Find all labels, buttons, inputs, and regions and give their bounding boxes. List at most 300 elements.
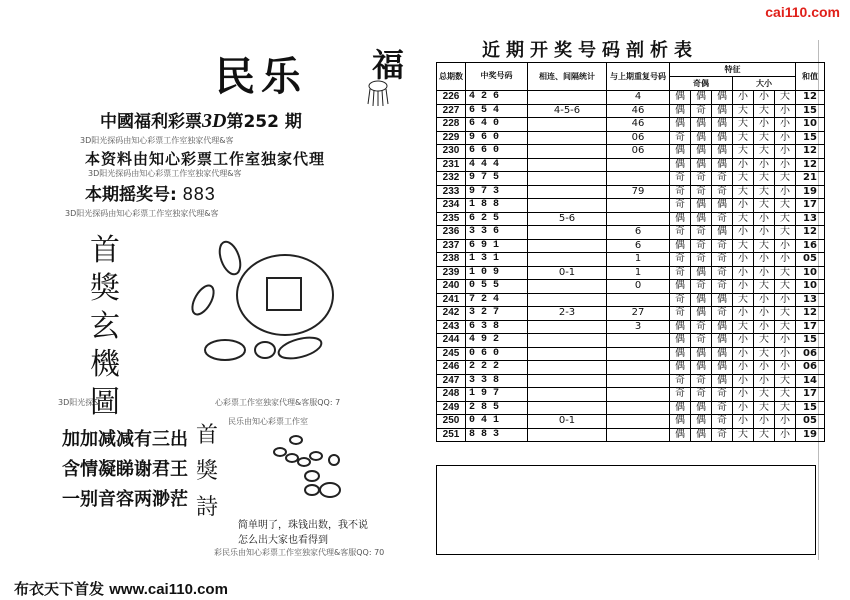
poem-line: 一别音容两渺茫	[62, 489, 188, 510]
sum-cell: 10	[796, 118, 825, 132]
sum-cell: 12	[796, 158, 825, 172]
win-number-cell: 8 8 3	[466, 428, 528, 442]
win-number-cell: 3 3 8	[466, 374, 528, 388]
table-row	[437, 401, 825, 415]
size-cell: 小	[775, 415, 796, 429]
game-name: 3D	[202, 110, 227, 132]
issue-cell: 247	[437, 374, 466, 388]
win-number-cell: 6 9 1	[466, 239, 528, 253]
size-cell: 大	[754, 334, 775, 348]
size-cell: 大	[754, 199, 775, 213]
consec-cell	[528, 158, 607, 172]
size-cell: 大	[733, 239, 754, 253]
consec-cell	[528, 374, 607, 388]
sum-cell: 21	[796, 172, 825, 186]
vertical-title-char: 機	[90, 347, 120, 382]
sum-cell: 19	[796, 185, 825, 199]
odd-even-cell: 偶	[670, 91, 691, 105]
odd-even-cell: 奇	[712, 388, 733, 402]
size-cell: 大	[733, 320, 754, 334]
odd-even-cell: 奇	[691, 334, 712, 348]
win-number-cell: 3 2 7	[466, 307, 528, 321]
odd-even-cell: 奇	[670, 293, 691, 307]
size-cell: 大	[754, 280, 775, 294]
size-cell: 大	[775, 226, 796, 240]
win-number-cell: 1 9 7	[466, 388, 528, 402]
size-cell: 小	[754, 226, 775, 240]
issue-cell: 229	[437, 131, 466, 145]
size-cell: 大	[775, 320, 796, 334]
repeat-cell	[607, 388, 670, 402]
size-cell: 小	[733, 347, 754, 361]
odd-even-cell: 偶	[670, 428, 691, 442]
faint-credit-line-3: 3D阳光探码由知心彩票工作室独家代理&客	[65, 209, 219, 218]
odd-even-cell: 偶	[670, 212, 691, 226]
size-cell: 大	[775, 172, 796, 186]
size-cell: 大	[775, 374, 796, 388]
odd-even-cell: 奇	[691, 388, 712, 402]
poem-line: 含情凝睇谢君王	[62, 459, 188, 480]
sum-cell: 12	[796, 226, 825, 240]
table-row	[437, 199, 825, 213]
sum-cell: 06	[796, 361, 825, 375]
consec-cell	[528, 239, 607, 253]
issue-cell: 231	[437, 158, 466, 172]
odd-even-cell: 奇	[670, 172, 691, 186]
size-cell: 大	[775, 280, 796, 294]
repeat-cell	[607, 199, 670, 213]
size-cell: 小	[775, 253, 796, 267]
repeat-cell	[607, 415, 670, 429]
size-cell: 小	[733, 361, 754, 375]
size-cell: 大	[733, 145, 754, 159]
issue-cell: 236	[437, 226, 466, 240]
odd-even-cell: 奇	[670, 185, 691, 199]
size-cell: 小	[775, 428, 796, 442]
consec-cell	[528, 388, 607, 402]
issue-cell: 233	[437, 185, 466, 199]
win-number-cell: 6 2 5	[466, 212, 528, 226]
odd-even-cell: 偶	[670, 361, 691, 375]
odd-even-cell: 偶	[691, 401, 712, 415]
odd-even-cell: 偶	[712, 334, 733, 348]
sum-cell: 15	[796, 334, 825, 348]
win-number-cell: 4 2 6	[466, 91, 528, 105]
repeat-cell	[607, 172, 670, 186]
win-number-cell: 0 6 0	[466, 347, 528, 361]
win-number-cell: 1 3 1	[466, 253, 528, 267]
odd-even-cell: 奇	[691, 280, 712, 294]
odd-even-cell: 偶	[670, 401, 691, 415]
poem-line: 加加减减有三出	[62, 429, 188, 450]
win-number-cell: 0 4 1	[466, 415, 528, 429]
issue-cell: 230	[437, 145, 466, 159]
odd-even-cell: 偶	[691, 293, 712, 307]
size-cell: 小	[733, 334, 754, 348]
size-cell: 小	[775, 361, 796, 375]
note-line: 简单明了，珠钱出数，我不说	[238, 520, 368, 531]
repeat-cell	[607, 334, 670, 348]
issue-cell: 243	[437, 320, 466, 334]
draw-number-label: 本期摇奖号:	[85, 185, 177, 205]
sum-cell: 14	[796, 374, 825, 388]
issue-cell: 226	[437, 91, 466, 105]
size-cell: 小	[754, 320, 775, 334]
odd-even-cell: 偶	[691, 266, 712, 280]
odd-even-cell: 偶	[670, 347, 691, 361]
table-row	[437, 239, 825, 253]
issue-number: 第252 期	[226, 112, 302, 132]
size-cell: 小	[775, 239, 796, 253]
table-row	[437, 415, 825, 429]
odd-even-cell: 偶	[712, 145, 733, 159]
poem	[62, 425, 188, 515]
faint-credit-line-4: 3D阳光探&	[58, 398, 100, 407]
table-row	[437, 428, 825, 442]
vertical-title-char: 玄	[90, 309, 120, 344]
odd-even-cell: 奇	[712, 415, 733, 429]
issue-cell: 245	[437, 347, 466, 361]
issue-prefix: 中國福利彩票	[100, 112, 202, 132]
size-cell: 小	[754, 361, 775, 375]
size-cell: 小	[733, 307, 754, 321]
odd-even-cell: 奇	[670, 253, 691, 267]
odd-even-cell: 偶	[691, 158, 712, 172]
size-cell: 小	[754, 266, 775, 280]
odd-even-cell: 奇	[712, 280, 733, 294]
size-cell: 大	[733, 172, 754, 186]
odd-even-cell: 偶	[670, 239, 691, 253]
size-cell: 大	[754, 388, 775, 402]
repeat-cell: 6	[607, 226, 670, 240]
sum-cell: 16	[796, 239, 825, 253]
issue-cell: 249	[437, 401, 466, 415]
lottery-stats-table	[436, 62, 825, 442]
win-number-cell: 1 0 9	[466, 266, 528, 280]
col-header-consec: 相连、间隔统计	[528, 63, 607, 91]
odd-even-cell: 偶	[712, 361, 733, 375]
odd-even-cell: 奇	[691, 253, 712, 267]
table-row	[437, 172, 825, 186]
size-cell: 大	[754, 185, 775, 199]
vertical-poem-title-char: 獎	[195, 459, 218, 484]
odd-even-cell: 偶	[670, 118, 691, 132]
size-cell: 大	[733, 293, 754, 307]
odd-even-cell: 偶	[691, 145, 712, 159]
size-cell: 大	[754, 104, 775, 118]
consec-cell	[528, 401, 607, 415]
table-row	[437, 185, 825, 199]
odd-even-cell: 奇	[712, 428, 733, 442]
size-cell: 小	[733, 415, 754, 429]
odd-even-cell: 偶	[691, 118, 712, 132]
repeat-cell	[607, 293, 670, 307]
repeat-cell	[607, 374, 670, 388]
vertical-poem-title-char: 首	[195, 423, 218, 448]
sum-cell: 13	[796, 212, 825, 226]
fu-character: 福	[372, 46, 405, 84]
table-header-row	[437, 63, 825, 77]
col-header-oddeven: 奇偶	[670, 77, 733, 91]
col-header-size: 大小	[733, 77, 796, 91]
win-number-cell: 1 8 8	[466, 199, 528, 213]
odd-even-cell: 奇	[670, 199, 691, 213]
size-cell: 小	[733, 199, 754, 213]
win-number-cell: 6 3 8	[466, 320, 528, 334]
odd-even-cell: 奇	[712, 307, 733, 321]
win-number-cell: 4 4 4	[466, 158, 528, 172]
sum-cell: 10	[796, 280, 825, 294]
size-cell: 大	[733, 212, 754, 226]
table-row	[437, 334, 825, 348]
consec-cell	[528, 118, 607, 132]
win-number-cell: 9 7 3	[466, 185, 528, 199]
table-row	[437, 347, 825, 361]
note-line: 怎么出大家也看得到	[238, 535, 328, 546]
site-watermark-top: cai110.com	[765, 4, 840, 20]
size-cell: 大	[754, 145, 775, 159]
issue-cell: 232	[437, 172, 466, 186]
size-cell: 小	[775, 118, 796, 132]
size-cell: 小	[733, 158, 754, 172]
sum-cell: 12	[796, 145, 825, 159]
issue-title	[100, 107, 302, 133]
size-cell: 小	[754, 374, 775, 388]
draw-number	[85, 180, 216, 205]
size-cell: 小	[754, 415, 775, 429]
consec-cell	[528, 145, 607, 159]
size-cell: 大	[775, 401, 796, 415]
faint-credit-line-2: 3D阳光探码由知心彩票工作室独家代理&客	[88, 169, 242, 178]
vertical-title-char: 首	[90, 233, 120, 268]
odd-even-cell: 偶	[712, 158, 733, 172]
size-cell: 小	[733, 253, 754, 267]
odd-even-cell: 偶	[712, 320, 733, 334]
odd-even-cell: 奇	[691, 374, 712, 388]
draw-number-value: 883	[182, 184, 216, 204]
odd-even-cell: 偶	[670, 104, 691, 118]
issue-cell: 238	[437, 253, 466, 267]
table-row	[437, 388, 825, 402]
issue-cell: 235	[437, 212, 466, 226]
size-cell: 大	[775, 388, 796, 402]
repeat-cell	[607, 428, 670, 442]
table-row	[437, 145, 825, 159]
table-row	[437, 131, 825, 145]
table-row	[437, 293, 825, 307]
col-header-win: 中奖号码	[466, 63, 528, 91]
size-cell: 小	[754, 293, 775, 307]
table-row	[437, 320, 825, 334]
win-number-cell: 3 3 6	[466, 226, 528, 240]
win-number-cell: 2 8 5	[466, 401, 528, 415]
odd-even-cell: 奇	[670, 226, 691, 240]
size-cell: 小	[733, 374, 754, 388]
odd-even-cell: 偶	[691, 361, 712, 375]
consec-cell: 4-5-6	[528, 104, 607, 118]
size-cell: 大	[754, 239, 775, 253]
consec-cell	[528, 172, 607, 186]
odd-even-cell: 奇	[712, 172, 733, 186]
consec-cell	[528, 347, 607, 361]
consec-cell	[528, 199, 607, 213]
agency-line: 本资料由知心彩票工作室独家代理	[85, 150, 326, 168]
odd-even-cell: 偶	[712, 347, 733, 361]
odd-even-cell: 奇	[670, 388, 691, 402]
consec-cell	[528, 131, 607, 145]
size-cell: 大	[754, 347, 775, 361]
win-number-cell: 0 5 5	[466, 280, 528, 294]
issue-cell: 250	[437, 415, 466, 429]
consec-cell	[528, 334, 607, 348]
issue-cell: 244	[437, 334, 466, 348]
size-cell: 大	[754, 131, 775, 145]
odd-even-cell: 奇	[691, 226, 712, 240]
empty-notes-box	[436, 465, 816, 555]
odd-even-cell: 偶	[691, 91, 712, 105]
size-cell: 大	[754, 401, 775, 415]
bottom-credit-url: www.cai110.com	[109, 581, 228, 598]
bottom-credit	[14, 578, 228, 599]
consec-cell	[528, 428, 607, 442]
odd-even-cell: 偶	[691, 131, 712, 145]
table-row	[437, 374, 825, 388]
faint-credit-line-6: 民乐由知心彩票工作室	[228, 417, 308, 426]
faint-credit-line-5: 心彩票工作室独家代理&客服QQ: 7	[215, 398, 341, 407]
issue-cell: 241	[437, 293, 466, 307]
repeat-cell: 1	[607, 253, 670, 267]
consec-cell: 0-1	[528, 415, 607, 429]
size-cell: 小	[775, 131, 796, 145]
sum-cell: 15	[796, 401, 825, 415]
size-cell: 小	[733, 280, 754, 294]
size-cell: 小	[754, 253, 775, 267]
size-cell: 小	[775, 334, 796, 348]
table-row	[437, 118, 825, 132]
odd-even-cell: 奇	[712, 185, 733, 199]
odd-even-cell: 偶	[712, 131, 733, 145]
size-cell: 大	[754, 172, 775, 186]
consec-cell	[528, 280, 607, 294]
sum-cell: 05	[796, 415, 825, 429]
size-cell: 小	[775, 158, 796, 172]
sum-cell: 12	[796, 307, 825, 321]
col-header-issue: 总期数	[437, 63, 466, 91]
win-number-cell: 9 7 5	[466, 172, 528, 186]
issue-cell: 246	[437, 361, 466, 375]
odd-even-cell: 偶	[712, 374, 733, 388]
table-body	[437, 91, 825, 442]
odd-even-cell: 偶	[670, 280, 691, 294]
odd-even-cell: 偶	[691, 199, 712, 213]
repeat-cell: 1	[607, 266, 670, 280]
repeat-cell: 46	[607, 104, 670, 118]
size-cell: 小	[775, 145, 796, 159]
odd-even-cell: 偶	[712, 293, 733, 307]
size-cell: 小	[733, 266, 754, 280]
issue-cell: 237	[437, 239, 466, 253]
issue-cell: 227	[437, 104, 466, 118]
sum-cell: 15	[796, 104, 825, 118]
consec-cell	[528, 253, 607, 267]
odd-even-cell: 奇	[712, 401, 733, 415]
odd-even-cell: 奇	[712, 239, 733, 253]
table-title: 近期开奖号码剖析表	[482, 40, 698, 61]
table-row	[437, 158, 825, 172]
consec-cell	[528, 293, 607, 307]
odd-even-cell: 奇	[691, 239, 712, 253]
size-cell: 小	[775, 185, 796, 199]
repeat-cell: 27	[607, 307, 670, 321]
size-cell: 小	[754, 158, 775, 172]
odd-even-cell: 偶	[712, 104, 733, 118]
repeat-cell: 4	[607, 91, 670, 105]
consec-cell: 5-6	[528, 212, 607, 226]
repeat-cell	[607, 347, 670, 361]
size-cell: 小	[754, 118, 775, 132]
repeat-cell: 79	[607, 185, 670, 199]
odd-even-cell: 偶	[691, 347, 712, 361]
repeat-cell	[607, 361, 670, 375]
issue-cell: 234	[437, 199, 466, 213]
odd-even-cell: 奇	[670, 266, 691, 280]
sum-cell: 17	[796, 199, 825, 213]
size-cell: 小	[733, 401, 754, 415]
odd-even-cell: 奇	[712, 212, 733, 226]
issue-cell: 242	[437, 307, 466, 321]
issue-cell: 251	[437, 428, 466, 442]
sum-cell: 19	[796, 428, 825, 442]
odd-even-cell: 偶	[670, 320, 691, 334]
issue-cell: 248	[437, 388, 466, 402]
odd-even-cell: 偶	[712, 226, 733, 240]
odd-even-cell: 奇	[670, 374, 691, 388]
sum-cell: 10	[796, 266, 825, 280]
bead-chain-diagram	[268, 432, 358, 504]
bottom-credit-text: 布衣天下首发	[14, 580, 105, 598]
sum-cell: 15	[796, 131, 825, 145]
win-number-cell: 4 9 2	[466, 334, 528, 348]
consec-cell: 2-3	[528, 307, 607, 321]
odd-even-cell: 偶	[712, 91, 733, 105]
size-cell: 小	[754, 212, 775, 226]
consec-cell: 0-1	[528, 266, 607, 280]
size-cell: 小	[733, 388, 754, 402]
size-cell: 大	[733, 131, 754, 145]
consec-cell	[528, 185, 607, 199]
size-cell: 小	[733, 226, 754, 240]
repeat-cell: 06	[607, 145, 670, 159]
col-header-repeat: 与上期重复号码	[607, 63, 670, 91]
size-cell: 小	[775, 293, 796, 307]
table-row	[437, 226, 825, 240]
size-cell: 大	[733, 104, 754, 118]
sum-cell: 05	[796, 253, 825, 267]
repeat-cell: 46	[607, 118, 670, 132]
table-row	[437, 280, 825, 294]
size-cell: 大	[775, 307, 796, 321]
faint-credit-line: 3D阳光探码由知心彩票工作室独家代理&客	[80, 136, 234, 145]
col-header-feature: 特征	[670, 63, 796, 77]
odd-even-cell: 奇	[691, 185, 712, 199]
table-row	[437, 212, 825, 226]
repeat-cell: 0	[607, 280, 670, 294]
odd-even-cell: 偶	[712, 118, 733, 132]
table-row	[437, 104, 825, 118]
odd-even-cell: 奇	[691, 104, 712, 118]
win-number-cell: 6 5 4	[466, 104, 528, 118]
repeat-cell	[607, 212, 670, 226]
